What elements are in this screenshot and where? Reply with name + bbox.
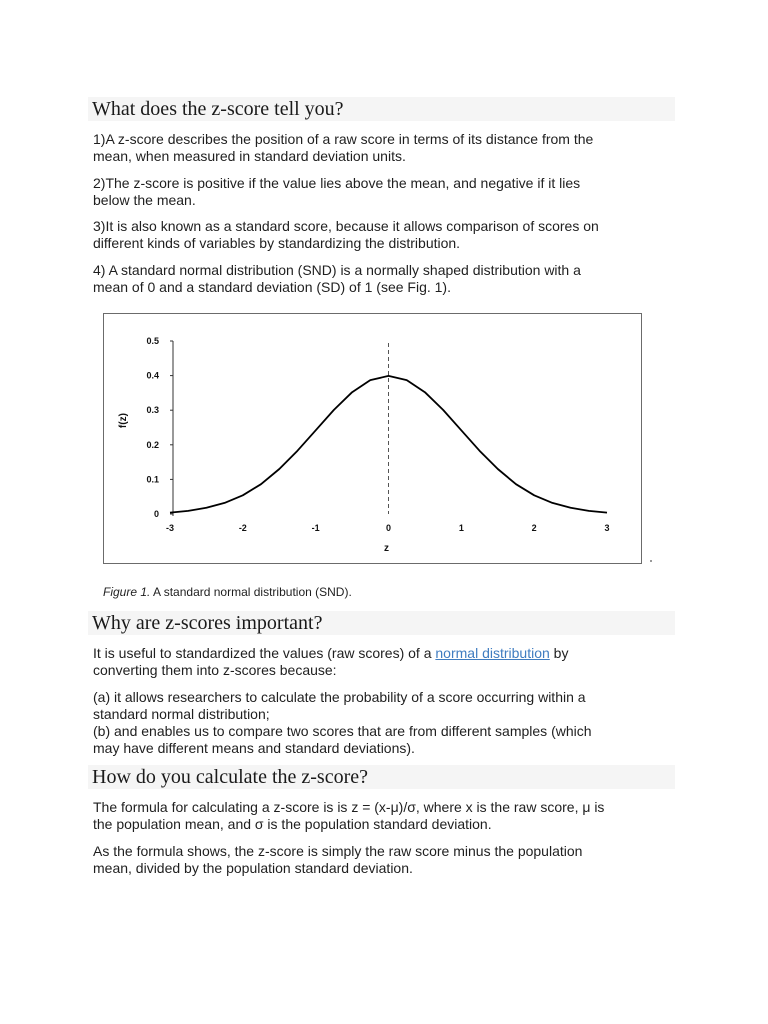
- paragraph-line: [93, 645, 673, 662]
- y-axis-title: f(z): [118, 413, 129, 429]
- caption-text: A standard normal distribution (SND).: [150, 585, 352, 599]
- x-axis-title: z: [384, 543, 389, 554]
- paragraph-line: mean, when measured in standard deviation units.: [93, 148, 406, 164]
- figure-caption: [103, 585, 352, 600]
- paragraph-2: [93, 175, 673, 209]
- paragraph-line: The formula for calculating a z-score is is z = (x-μ)/σ, where x is the raw score, μ is: [93, 799, 605, 815]
- paragraph-1: [93, 131, 673, 165]
- x-tick-label: -1: [311, 523, 320, 533]
- paragraph-formula: [93, 799, 673, 833]
- paragraph-4: [93, 262, 673, 296]
- normal-distribution-link[interactable]: normal distribution: [435, 645, 550, 661]
- stray-dot: [650, 560, 652, 562]
- paragraph-line: (b) and enables us to compare two scores that are from different samples (which: [93, 723, 592, 739]
- paragraph-line: converting them into z-scores because:: [93, 662, 337, 678]
- x-tick-label: 0: [385, 523, 392, 533]
- x-tick-label: 3: [604, 523, 610, 533]
- paragraph-useful: [93, 645, 673, 679]
- paragraph-line: 2)The z-score is positive if the value lies above the mean, and negative if it lies: [93, 175, 581, 191]
- x-tick-label: -3: [165, 523, 175, 533]
- paragraph-line: below the mean.: [93, 192, 196, 208]
- y-tick-label: 0.3: [146, 405, 159, 416]
- paragraph-line: the population mean, and σ is the population standard deviation.: [93, 816, 492, 832]
- x-tick-label: -2: [238, 523, 247, 533]
- paragraph-3: [93, 218, 673, 252]
- paragraph-line: (a) it allows researchers to calculate the probability of a score occurring within a: [93, 689, 586, 705]
- paragraph-line: 1)A z-score describes the position of a raw score in terms of its distance from the: [93, 131, 594, 147]
- y-tick-label: 0.5: [146, 336, 159, 346]
- paragraph-line: mean of 0 and a standard deviation (SD) of 1 (see Fig. 1).: [93, 279, 451, 295]
- caption-label: Figure 1.: [103, 585, 151, 599]
- paragraph-line: 4) A standard normal distribution (SND) is a normally shaped distribution with a: [93, 262, 581, 278]
- paragraph-reasons: [93, 689, 673, 757]
- y-tick-label: 0.4: [146, 370, 159, 381]
- y-tick-label: 0.1: [146, 474, 159, 485]
- x-tick-label: 2: [531, 523, 537, 533]
- y-tick-label: 0.2: [146, 439, 159, 450]
- heading-why-z-scores-important: Why are z-scores important?: [88, 611, 675, 635]
- y-tick-label: 0: [153, 509, 159, 519]
- paragraph-line: standard normal distribution;: [93, 706, 270, 722]
- paragraph-line: different kinds of variables by standardizing the distribution.: [93, 235, 461, 251]
- x-tick-label: 1: [458, 523, 464, 533]
- normal-distribution-chart: [104, 314, 641, 563]
- paragraph-line: mean, divided by the population standard deviation.: [93, 860, 413, 876]
- heading-what-does-z-score-tell: What does the z-score tell you?: [88, 97, 675, 121]
- paragraph-line: may have different means and standard deviations).: [93, 740, 415, 756]
- text-span: It is useful to standardized the values (raw scores) of a: [93, 645, 436, 661]
- figure-frame: [103, 313, 642, 564]
- paragraph-formula-explained: [93, 843, 673, 877]
- paragraph-line: 3)It is also known as a standard score, because it allows comparison of scores on: [93, 218, 599, 234]
- paragraph-line: As the formula shows, the z-score is simply the raw score minus the population: [93, 843, 583, 859]
- text-span: by: [549, 645, 569, 661]
- heading-how-calculate-z-score: How do you calculate the z-score?: [88, 765, 675, 789]
